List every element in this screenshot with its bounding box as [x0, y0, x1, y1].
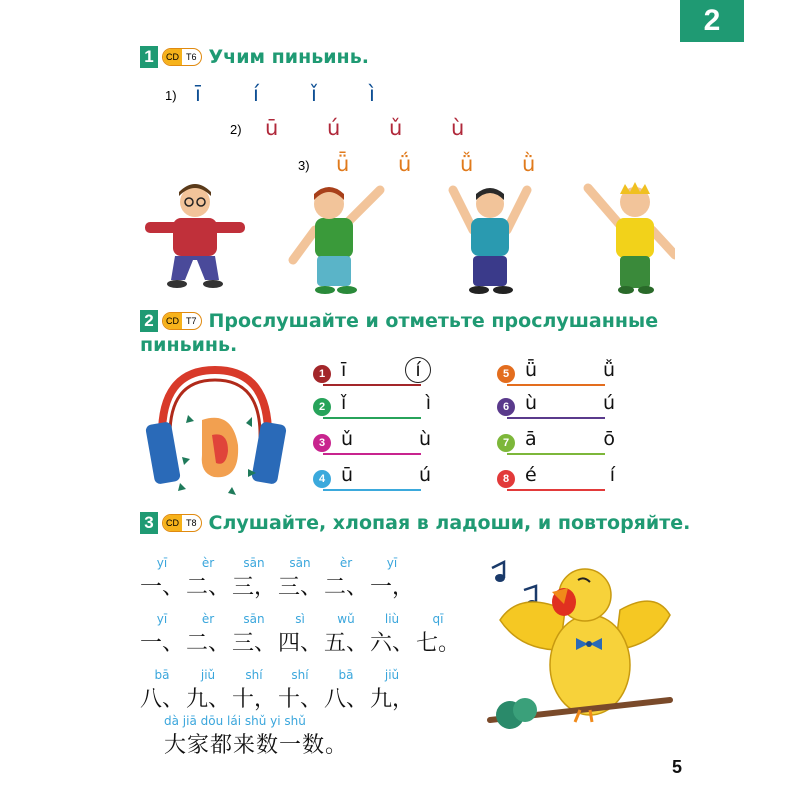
- choice-pair: [341, 359, 431, 383]
- hanzi-text: 三，: [232, 575, 277, 600]
- children-tone-gestures-illustration: [135, 180, 675, 300]
- pinyin-text: èr: [201, 556, 215, 570]
- track-label: T8: [186, 518, 197, 528]
- pinyin-syllable: ì: [369, 82, 375, 106]
- pinyin-syllable: ǘ: [398, 152, 412, 176]
- choice-option[interactable]: ǔ: [341, 428, 354, 450]
- singing-bird-illustration: [480, 550, 675, 740]
- pinyin-syllable: ǖ: [336, 152, 350, 176]
- item-number-badge: 4: [313, 470, 331, 488]
- exercise-2-header: [140, 310, 658, 332]
- pinyin-syllable: ī: [195, 82, 201, 106]
- pinyin-text: shí: [245, 668, 263, 682]
- exercise-number: 1: [140, 46, 158, 68]
- hanzi-text: 五、: [324, 631, 369, 656]
- choice-option[interactable]: ú: [418, 464, 431, 486]
- choice-option[interactable]: ī: [341, 359, 347, 381]
- choice-option[interactable]: ū: [341, 464, 354, 486]
- page-number: 5: [671, 757, 682, 777]
- exercise-1-header: [140, 46, 369, 68]
- pinyin-text: jiǔ: [384, 668, 400, 682]
- answer-line: [507, 417, 605, 419]
- hanzi-text: 九，: [370, 687, 415, 712]
- child-level-tone-figure: [145, 184, 245, 288]
- pinyin-text: yī: [156, 612, 168, 626]
- choice-option[interactable]: ō: [603, 428, 615, 450]
- cd-icon: CD: [163, 515, 182, 531]
- pinyin-text: yī: [156, 556, 168, 570]
- pinyin-text: jiǔ: [200, 668, 216, 682]
- pinyin-row-1: [165, 82, 405, 108]
- pinyin-text: sì: [295, 612, 305, 626]
- pinyin-text: bā: [338, 668, 354, 682]
- choice-option[interactable]: é: [525, 464, 537, 486]
- exercise-title-line-1: Прослушайте и отметьте прослушанные: [208, 310, 659, 332]
- answer-line: [323, 453, 421, 455]
- row-label: 2): [230, 122, 242, 137]
- hanzi-text: 十、: [278, 687, 323, 712]
- choice-option[interactable]: ǚ: [602, 359, 615, 381]
- hanzi-text: 一、: [140, 631, 185, 656]
- choice-option[interactable]: ù: [418, 428, 431, 450]
- audio-track-badge[interactable]: [162, 312, 202, 330]
- pinyin-syllable: ǐ: [311, 82, 317, 106]
- answer-item-3[interactable]: [313, 428, 431, 452]
- hanzi-text: 八、: [324, 687, 369, 712]
- pinyin-syllable: ǜ: [522, 152, 536, 176]
- hanzi-text: 二、: [324, 575, 369, 600]
- child-dipping-tone-figure: [453, 188, 527, 294]
- pinyin-text: liù: [384, 612, 400, 626]
- pinyin-text: yī: [386, 556, 398, 570]
- hanzi-text: 一、: [140, 575, 185, 600]
- hanzi-text: 八、: [140, 687, 185, 712]
- answer-item-6[interactable]: [497, 392, 615, 416]
- item-number-badge: 5: [497, 365, 515, 383]
- chant-line-1: [140, 556, 460, 602]
- answer-item-8[interactable]: [497, 464, 615, 488]
- hanzi-text: 六、: [370, 631, 415, 656]
- answer-line: [507, 384, 605, 386]
- pinyin-syllable: í: [253, 82, 259, 106]
- choice-pair: [525, 464, 615, 486]
- choice-option[interactable]: ǐ: [341, 392, 347, 414]
- item-number-badge: 3: [313, 434, 331, 452]
- pinyin-text: wǔ: [337, 612, 355, 626]
- hanzi-text: 二、: [186, 575, 231, 600]
- hanzi-text: 三、: [278, 575, 323, 600]
- answer-item-4[interactable]: [313, 464, 431, 488]
- pinyin-text: sān: [243, 556, 265, 570]
- pinyin-syllable: ǔ: [389, 116, 403, 140]
- answer-line: [323, 489, 421, 491]
- hanzi-text: 九、: [186, 687, 231, 712]
- answer-line: [507, 453, 605, 455]
- pinyin-text: èr: [201, 612, 215, 626]
- item-number-badge: 8: [497, 470, 515, 488]
- music-notes-icon: [492, 562, 537, 608]
- cd-icon: CD: [163, 49, 182, 65]
- choice-option[interactable]: ì: [425, 392, 431, 414]
- hanzi-text: 十，: [232, 687, 277, 712]
- choice-option[interactable]: ú: [602, 392, 615, 414]
- choice-pair: [341, 392, 431, 414]
- pinyin-row-2: [230, 116, 480, 142]
- track-label: T6: [186, 52, 197, 62]
- pinyin-row-3: [298, 152, 548, 178]
- choice-pair: [525, 392, 615, 414]
- audio-track-badge[interactable]: [162, 48, 202, 66]
- item-number-badge: 7: [497, 434, 515, 452]
- item-number-badge: 6: [497, 398, 515, 416]
- hanzi-text: 三、: [232, 631, 277, 656]
- choice-option[interactable]: ā: [525, 428, 537, 450]
- unit-number-badge: 2: [680, 0, 744, 42]
- row-label: 3): [298, 158, 310, 173]
- choice-option[interactable]: í: [609, 464, 615, 486]
- pinyin-text: shí: [291, 668, 309, 682]
- pinyin-text: sān: [289, 556, 311, 570]
- answer-item-7[interactable]: [497, 428, 615, 452]
- pinyin-text: èr: [339, 556, 353, 570]
- row-label: 1): [165, 88, 177, 103]
- pinyin-syllable: ū: [265, 116, 279, 140]
- item-number-badge: 1: [313, 365, 331, 383]
- exercise-3-header: [140, 512, 690, 534]
- hanzi-text: 二、: [186, 631, 231, 656]
- chant-line-3: [140, 668, 460, 714]
- hanzi-text: 一，: [370, 575, 415, 600]
- item-number-badge: 2: [313, 398, 331, 416]
- pinyin-syllable: ù: [451, 116, 465, 140]
- chant-line-4: [164, 714, 384, 760]
- choice-option-circled[interactable]: í: [405, 357, 431, 383]
- exercise-title-line-2: пиньинь.: [140, 334, 238, 356]
- answer-line: [323, 384, 421, 386]
- pinyin-syllable: ǚ: [460, 152, 474, 176]
- choice-option[interactable]: ù: [525, 392, 538, 414]
- pinyin-text: qī: [432, 612, 444, 626]
- exercise-title: Слушайте, хлопая в ладоши, и повторяйте.: [208, 512, 691, 534]
- pinyin-text: dà jiā dōu lái shǔ yi shǔ: [164, 714, 306, 728]
- hanzi-text: 四、: [278, 631, 323, 656]
- answer-item-2[interactable]: [313, 392, 431, 416]
- track-label: T7: [186, 316, 197, 326]
- exercise-title: Учим пиньинь.: [208, 46, 369, 68]
- answer-item-5[interactable]: [497, 359, 615, 383]
- answer-item-1[interactable]: [313, 359, 421, 383]
- headphones-ear-illustration: [140, 365, 290, 500]
- hanzi-text: 七。: [416, 631, 461, 656]
- pinyin-syllable: ú: [327, 116, 341, 140]
- child-rising-tone-figure: [293, 187, 380, 294]
- choice-pair: [341, 428, 431, 450]
- child-falling-tone-figure: [588, 182, 675, 294]
- pinyin-text: sān: [243, 612, 265, 626]
- choice-pair: [525, 359, 615, 381]
- exercise-number: 3: [140, 512, 158, 534]
- choice-option[interactable]: ǖ: [525, 359, 538, 381]
- audio-track-badge[interactable]: [162, 514, 202, 532]
- pinyin-text: bā: [154, 668, 170, 682]
- cd-icon: CD: [163, 313, 182, 329]
- choice-pair: [341, 464, 431, 486]
- choice-pair: [525, 428, 615, 450]
- answer-line: [323, 417, 421, 419]
- hanzi-text: 大家都来数一数。: [164, 733, 349, 758]
- chant-line-2: [140, 612, 480, 658]
- exercise-number: 2: [140, 310, 158, 332]
- answer-line: [507, 489, 605, 491]
